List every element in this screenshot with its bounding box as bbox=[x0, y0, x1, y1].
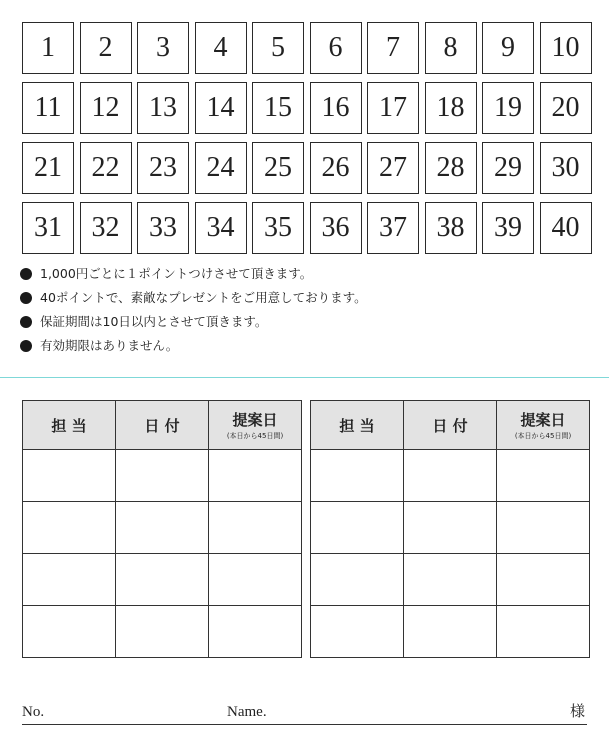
stamp-cell: 40 bbox=[540, 202, 592, 254]
table-cell[interactable] bbox=[311, 450, 404, 502]
stamp-cell: 12 bbox=[80, 82, 132, 134]
table-cell[interactable] bbox=[497, 502, 590, 554]
table-cell[interactable] bbox=[23, 606, 116, 658]
header-proposal bbox=[209, 401, 302, 450]
cut-line bbox=[0, 377, 609, 378]
table-cell[interactable] bbox=[404, 450, 497, 502]
stamp-cell: 18 bbox=[425, 82, 477, 134]
stamp-cell: 4 bbox=[195, 22, 247, 74]
table-cell[interactable] bbox=[209, 450, 302, 502]
stamp-cell: 5 bbox=[252, 22, 304, 74]
stamp-cell: 22 bbox=[80, 142, 132, 194]
note-item bbox=[20, 310, 367, 334]
stamp-cell: 35 bbox=[252, 202, 304, 254]
table-cell[interactable] bbox=[311, 606, 404, 658]
note-text: 保証期間は10日以内とさせて頂きます。 bbox=[40, 314, 268, 329]
stamp-cell: 9 bbox=[482, 22, 534, 74]
stamp-cell: 25 bbox=[252, 142, 304, 194]
table-cell[interactable] bbox=[23, 502, 116, 554]
stamp-cell: 27 bbox=[367, 142, 419, 194]
notes-list bbox=[20, 262, 367, 358]
table-cell[interactable] bbox=[116, 502, 209, 554]
log-table-left bbox=[22, 400, 302, 658]
log-table-right bbox=[310, 400, 590, 658]
table-cell[interactable] bbox=[497, 554, 590, 606]
header-proposal-note: (本日から45日間) bbox=[514, 432, 572, 440]
stamp-cell: 10 bbox=[540, 22, 592, 74]
table-row bbox=[23, 502, 302, 554]
stamp-cell: 8 bbox=[425, 22, 477, 74]
note-text: 有効期限はありません。 bbox=[40, 338, 179, 353]
stamp-cell: 13 bbox=[137, 82, 189, 134]
table-cell[interactable] bbox=[209, 554, 302, 606]
stamp-cell: 1 bbox=[22, 22, 74, 74]
stamp-cell: 20 bbox=[540, 82, 592, 134]
header-proposal-label: 提案日 bbox=[232, 411, 278, 429]
stamp-cell: 33 bbox=[137, 202, 189, 254]
table-cell[interactable] bbox=[404, 606, 497, 658]
no-label: No. bbox=[22, 704, 45, 720]
stamp-cell: 38 bbox=[425, 202, 477, 254]
note-item bbox=[20, 286, 367, 310]
stamp-cell: 37 bbox=[367, 202, 419, 254]
stamp-cell: 28 bbox=[425, 142, 477, 194]
stamp-cell: 6 bbox=[310, 22, 362, 74]
note-item bbox=[20, 334, 367, 358]
stamp-cell: 32 bbox=[80, 202, 132, 254]
table-cell[interactable] bbox=[404, 502, 497, 554]
stamp-cell: 29 bbox=[482, 142, 534, 194]
table-cell[interactable] bbox=[116, 450, 209, 502]
header-date: 日 付 bbox=[404, 401, 497, 450]
table-row bbox=[23, 450, 302, 502]
stamp-cell: 36 bbox=[310, 202, 362, 254]
name-label: Name. bbox=[227, 704, 267, 720]
table-row bbox=[311, 502, 590, 554]
stamp-cell: 16 bbox=[310, 82, 362, 134]
bullet-icon bbox=[20, 292, 32, 304]
table-cell[interactable] bbox=[497, 606, 590, 658]
header-staff: 担 当 bbox=[311, 401, 404, 450]
header-date: 日 付 bbox=[116, 401, 209, 450]
bullet-icon bbox=[20, 268, 32, 280]
stamp-cell: 7 bbox=[367, 22, 419, 74]
header-staff: 担 当 bbox=[23, 401, 116, 450]
bullet-icon bbox=[20, 316, 32, 328]
stamp-cell: 24 bbox=[195, 142, 247, 194]
table-row bbox=[311, 606, 590, 658]
table-cell[interactable] bbox=[116, 554, 209, 606]
table-cell[interactable] bbox=[209, 502, 302, 554]
header-proposal-note: (本日から45日間) bbox=[226, 432, 284, 440]
table-cell[interactable] bbox=[404, 554, 497, 606]
bullet-icon bbox=[20, 340, 32, 352]
stamp-cell: 2 bbox=[80, 22, 132, 74]
table-cell[interactable] bbox=[497, 450, 590, 502]
note-item bbox=[20, 262, 367, 286]
table-cell[interactable] bbox=[23, 554, 116, 606]
table-cell[interactable] bbox=[209, 606, 302, 658]
table-cell[interactable] bbox=[311, 554, 404, 606]
header-proposal bbox=[497, 401, 590, 450]
stamp-cell: 23 bbox=[137, 142, 189, 194]
stamp-cell: 21 bbox=[22, 142, 74, 194]
header-proposal-label: 提案日 bbox=[520, 411, 566, 429]
stamp-cell: 31 bbox=[22, 202, 74, 254]
stamp-cell: 39 bbox=[482, 202, 534, 254]
table-cell[interactable] bbox=[311, 502, 404, 554]
table-cell[interactable] bbox=[116, 606, 209, 658]
honorific-label: 様 bbox=[569, 704, 585, 720]
note-text: 40ポイントで、素敵なプレゼントをご用意しております。 bbox=[40, 290, 367, 305]
stamp-cell: 3 bbox=[137, 22, 189, 74]
stamp-grid bbox=[22, 22, 592, 254]
stamp-cell: 34 bbox=[195, 202, 247, 254]
stamp-cell: 11 bbox=[22, 82, 74, 134]
stamp-cell: 14 bbox=[195, 82, 247, 134]
table-row bbox=[23, 554, 302, 606]
stamp-cell: 19 bbox=[482, 82, 534, 134]
stamp-cell: 15 bbox=[252, 82, 304, 134]
stamp-cell: 17 bbox=[367, 82, 419, 134]
table-row bbox=[311, 450, 590, 502]
note-text: 1,000円ごとに１ポイントつけさせて頂きます。 bbox=[40, 266, 313, 281]
stamp-cell: 30 bbox=[540, 142, 592, 194]
table-row bbox=[23, 606, 302, 658]
stamp-cell: 26 bbox=[310, 142, 362, 194]
table-row bbox=[311, 554, 590, 606]
table-cell[interactable] bbox=[23, 450, 116, 502]
name-line[interactable] bbox=[22, 702, 587, 725]
